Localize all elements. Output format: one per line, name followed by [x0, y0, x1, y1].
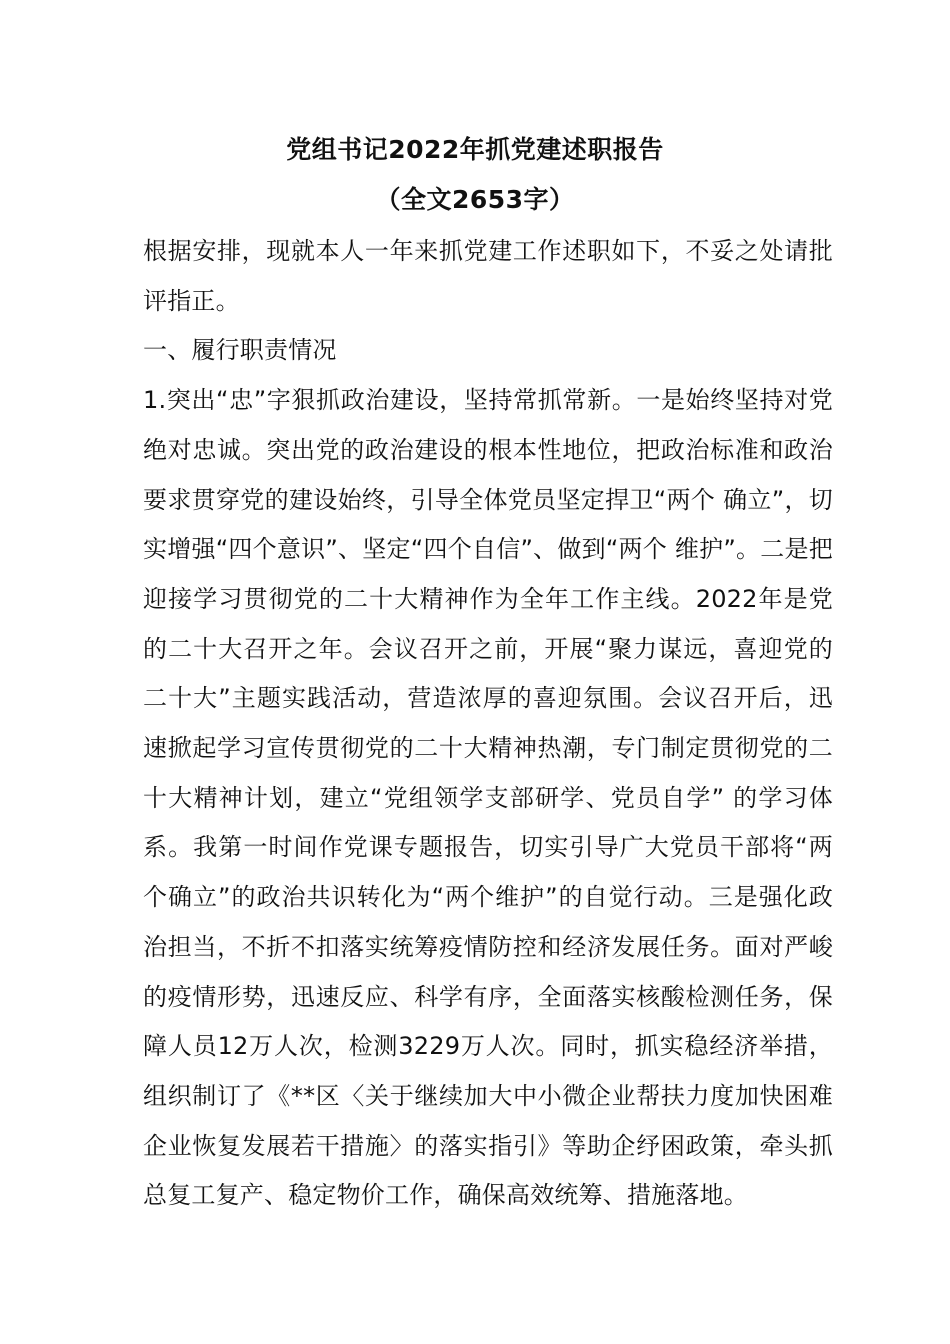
paragraph-intro: 根据安排，现就本人一年来抓党建工作述职如下，不妥之处请批评指正。	[143, 237, 833, 315]
document-body	[143, 227, 833, 1221]
paragraph-section-1: 1.突出“忠”字狠抓政治建设，坚持常抓常新。一是始终坚持对党绝对忠诚。突出党的政治建设的根本性地位，把政治标准和政治要求贯穿党的建设始终，引导全体党员坚定捍卫“两个 确立”，切实增强“四个意识”、坚定“四个自信”、做到“两个 维护”。二是把迎接学习贯彻党的二十大精神作为全年工作主线。2022年是党的二十大召开之年。会议召开之前，开展“聚力谋远，喜迎党的二十大”主题实践活动，营造浓厚的喜迎氛围。会议召开后，迅速掀起学习宣传贯彻党的二十大精神热潮，专门制定贯彻党的二十大精神计划，建立“党组领学支部研学、党员自学” 的学习体系。我第一时间作党课专题报告，切实引导广大党员干部将“两个确立”的政治共识转化为“两个维护”的自觉行动。三是强化政治担当，不折不扣落实统筹疫情防控和经济发展任务。面对严峻的疫情形势，迅速反应、科学有序，全面落实核酸检测任务，保障人员12万人次，检测3229万人次。同时，抓实稳经济举措，组织制订了《**区〈关于继续加大中小微企业帮扶力度加快困难企业恢复发展若干措施〉的落实指引》等助企纾困政策，牵头抓总复工复产、稳定物价工作，确保高效统筹、措施落地。	[143, 386, 833, 1210]
section-heading: 一、履行职责情况	[143, 336, 337, 365]
document-subtitle: （全文2653字）	[375, 185, 575, 214]
document-title: 党组书记2022年抓党建述职报告	[286, 135, 664, 164]
